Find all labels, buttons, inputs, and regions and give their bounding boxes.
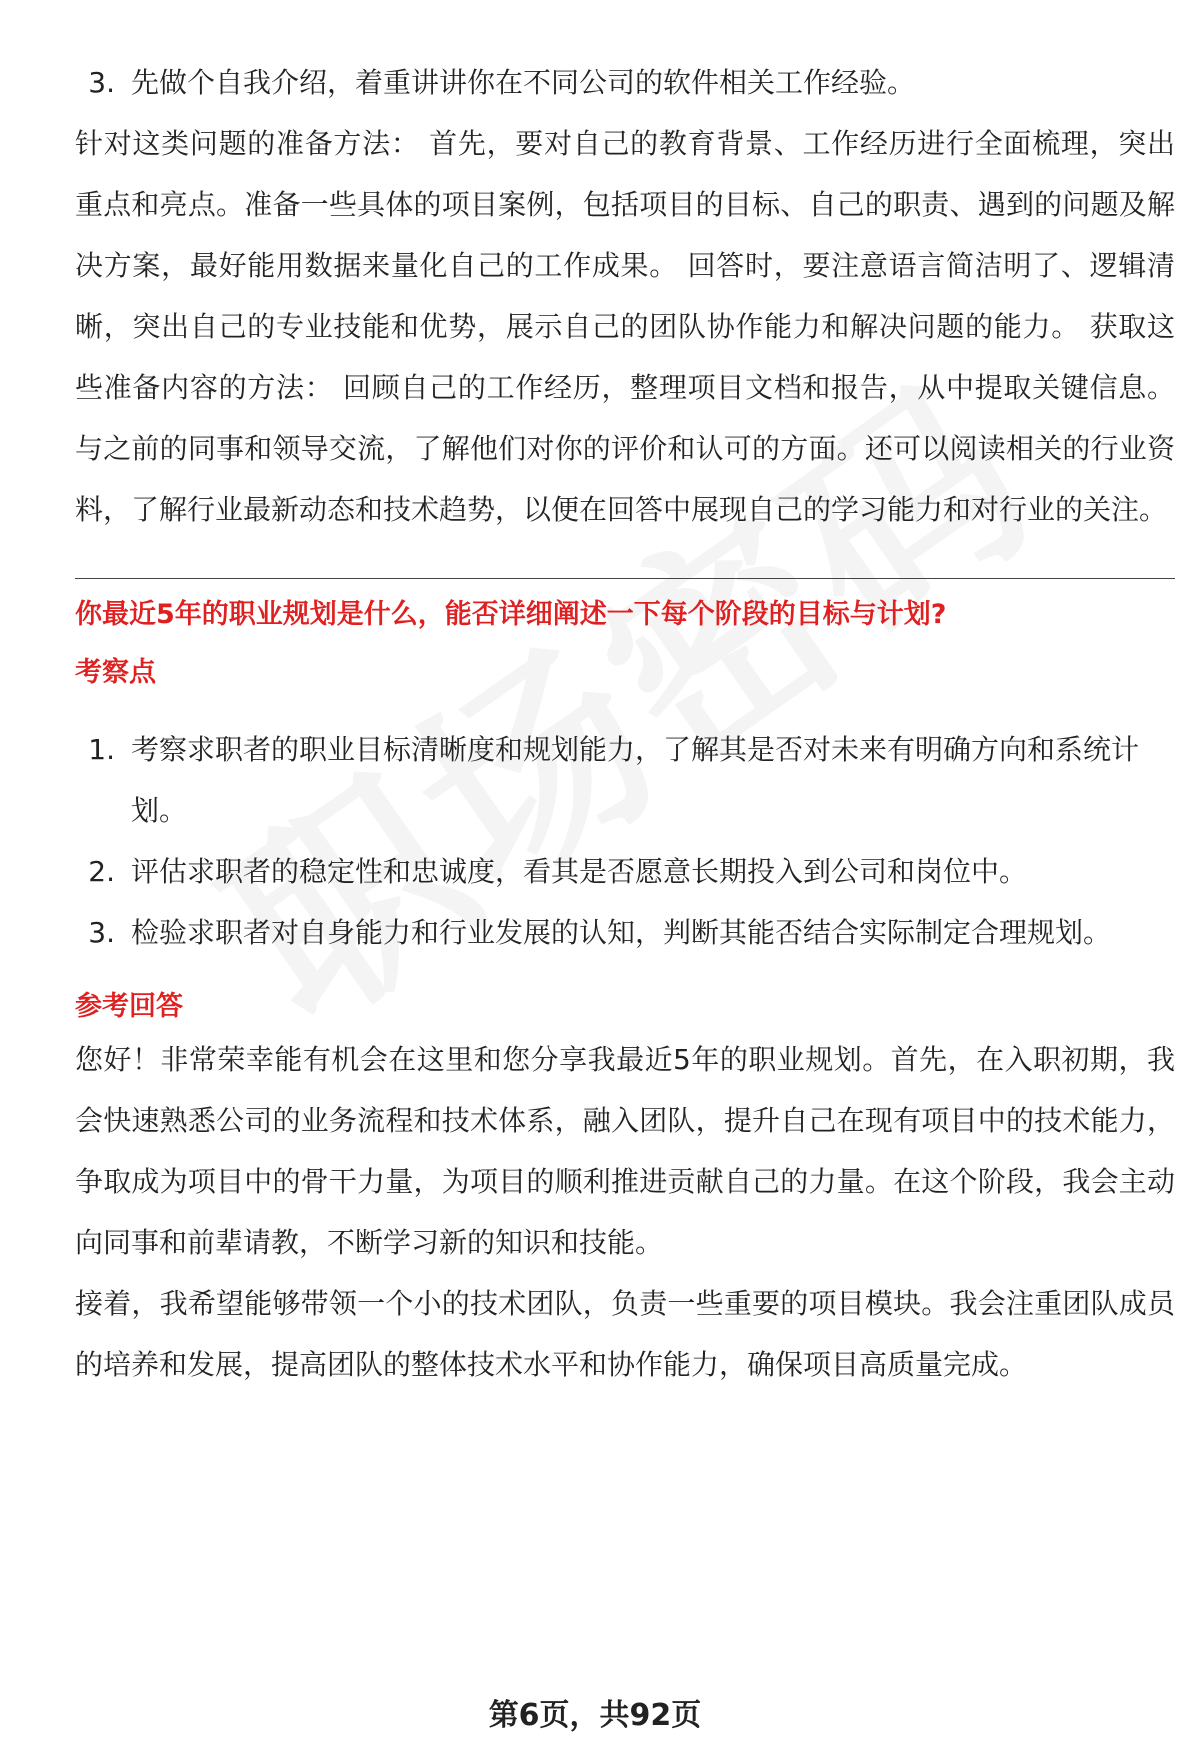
list-item bbox=[75, 841, 1175, 902]
document-page bbox=[75, 52, 1175, 1395]
list-item bbox=[75, 52, 1175, 113]
list-number: 2. bbox=[88, 855, 115, 888]
list-number: 3. bbox=[88, 916, 115, 949]
answer-paragraph: 您好！非常荣幸能有机会在这里和您分享我最近5年的职业规划。首先，在入职初期，我会快速熟悉公司的业务流程和技术体系，融入团队，提升自己在现有项目中的技术能力，争取成为项目中的骨干力量，为项目的顺利推进贡献自己的力量。在这个阶段，我会主动向同事和前辈请教，不断学习新的知识和技能。 bbox=[75, 1043, 1175, 1259]
preparation-paragraph: 针对这类问题的准备方法： 首先，要对自己的教育背景、工作经历进行全面梳理，突出重点和亮点。准备一些具体的项目案例，包括项目的目标、自己的职责、遇到的问题及解决方案，最好能用数据来量化自己的工作成果。 回答时，要注意语言简洁明了、逻辑清晰，突出自己的专业技能和优势，展示自己的团队协作能力和解决问题的能力。 获取这些准备内容的方法： 回顾自己的工作经历，整理项目文档和报告，从中提取关键信息。与之前的同事和领导交流，了解他们对你的评价和认可的方面。还可以阅读相关的行业资料，了解行业最新动态和技术趋势，以便在回答中展现自己的学习能力和对行业的关注。 bbox=[75, 127, 1175, 526]
page-footer: 第6页，共92页 bbox=[488, 1698, 702, 1733]
list-text: 考察求职者的职业目标清晰度和规划能力，了解其是否对未来有明确方向和系统计划。 bbox=[131, 733, 1140, 827]
list-text: 评估求职者的稳定性和忠诚度，看其是否愿意长期投入到公司和岗位中。 bbox=[131, 855, 1028, 888]
answer-heading: 参考回答 bbox=[75, 991, 183, 1022]
answer-paragraph: 接着，我希望能够带领一个小的技术团队，负责一些重要的项目模块。我会注重团队成员的培养和发展，提高团队的整体技术水平和协作能力，确保项目高质量完成。 bbox=[75, 1287, 1175, 1381]
exam-points-heading: 考察点 bbox=[75, 657, 156, 688]
list-text: 先做个自我介绍，着重讲讲你在不同公司的软件相关工作经验。 bbox=[131, 66, 916, 99]
question-heading: 你最近5年的职业规划是什么，能否详细阐述一下每个阶段的目标与计划? bbox=[75, 599, 947, 630]
divider bbox=[75, 578, 1175, 579]
list-number: 1. bbox=[88, 733, 115, 766]
list-number: 3. bbox=[88, 66, 115, 99]
list-item bbox=[75, 719, 1175, 841]
exam-points-list bbox=[75, 719, 1175, 963]
list-item bbox=[75, 902, 1175, 963]
list-text: 检验求职者对自身能力和行业发展的认知，判断其能否结合实际制定合理规划。 bbox=[131, 916, 1112, 949]
top-list bbox=[75, 52, 1175, 113]
